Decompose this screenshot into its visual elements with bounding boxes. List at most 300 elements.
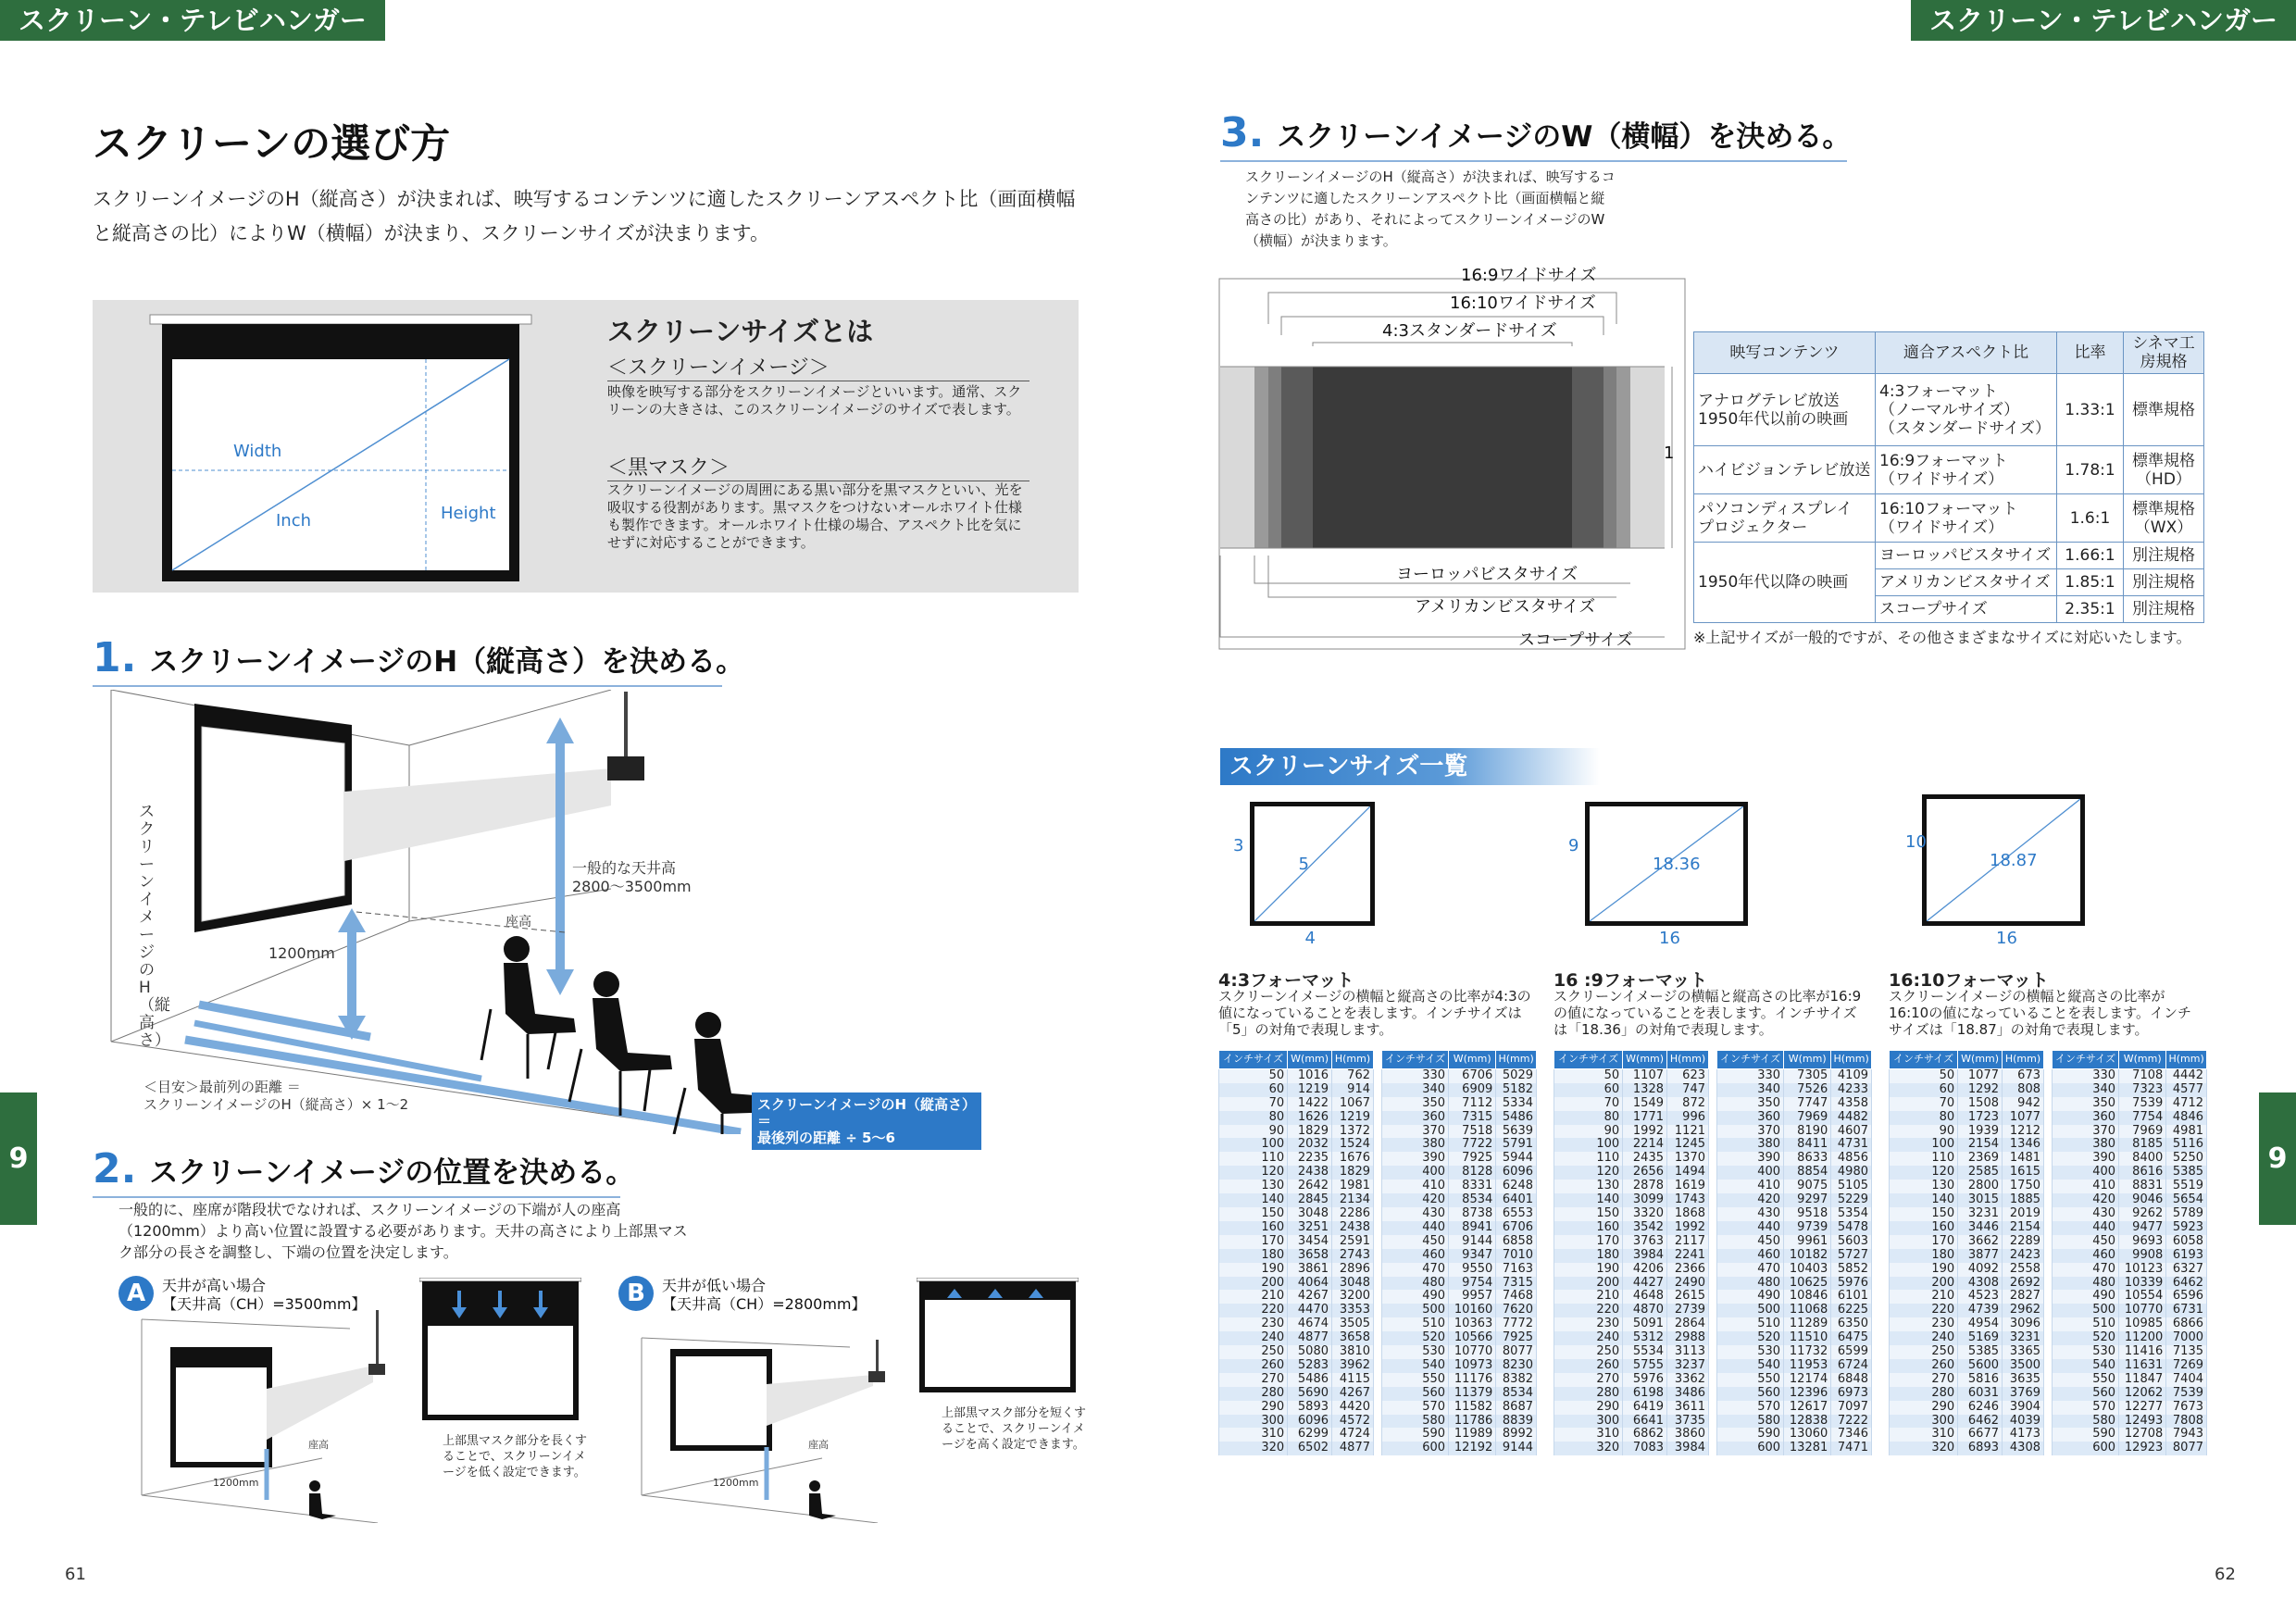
size-cell: 6848 bbox=[1831, 1373, 1872, 1387]
table-row bbox=[2053, 1415, 2207, 1429]
label-american-vista: アメリカンビスタサイズ bbox=[1415, 597, 1596, 617]
size-cell: 11732 bbox=[1784, 1345, 1831, 1359]
size-cell: 3231 bbox=[2003, 1331, 2044, 1345]
size-cell: 9908 bbox=[2119, 1249, 2166, 1263]
table-row bbox=[1554, 1263, 1709, 1277]
aspect-note: ※上記サイズが一般的ですが、その他さまざまなサイズに対応いたします。 bbox=[1693, 629, 2191, 646]
size-cell: 12838 bbox=[1784, 1415, 1831, 1429]
size-cell: 4846 bbox=[2166, 1111, 2207, 1125]
size-cell: 3877 bbox=[1958, 1249, 2003, 1263]
table-row bbox=[1219, 1428, 1374, 1442]
table-row bbox=[1890, 1152, 2044, 1166]
format-diag-label: 18.36 bbox=[1653, 855, 1701, 874]
cell-aspect: ヨーロッパビスタサイズ bbox=[1876, 543, 2057, 569]
size-table-header bbox=[1717, 1051, 1872, 1069]
size-cell: 2289 bbox=[2003, 1235, 2044, 1249]
size-cell: 9144 bbox=[1449, 1235, 1496, 1249]
size-cell: 320 bbox=[1219, 1442, 1288, 1455]
size-cell: 7539 bbox=[2119, 1097, 2166, 1111]
table-row bbox=[1554, 1221, 1709, 1235]
table-row bbox=[1890, 1290, 2044, 1304]
size-cell: 4856 bbox=[1831, 1152, 1872, 1166]
size-cell: 5169 bbox=[1958, 1331, 2003, 1345]
size-cell: 70 bbox=[1554, 1097, 1623, 1111]
size-table bbox=[2052, 1050, 2207, 1455]
size-cell: 1615 bbox=[2003, 1166, 2044, 1180]
table-row bbox=[1717, 1166, 1872, 1180]
size-cell: 6225 bbox=[1831, 1304, 1872, 1317]
size-cell: 8230 bbox=[1496, 1359, 1537, 1373]
format-title: 4:3フォーマット bbox=[1218, 970, 1354, 991]
size-cell: 9550 bbox=[1449, 1263, 1496, 1277]
size-cell: 5923 bbox=[2166, 1221, 2207, 1235]
size-cell: 250 bbox=[1554, 1345, 1623, 1359]
size-cell: 4877 bbox=[1288, 1331, 1332, 1345]
size-cell: 7404 bbox=[2166, 1373, 2207, 1387]
size-table-header bbox=[1219, 1051, 1374, 1069]
size-cell: 540 bbox=[1717, 1359, 1784, 1373]
size-cell: 7305 bbox=[1784, 1068, 1831, 1082]
table-row bbox=[1219, 1221, 1374, 1235]
table-row bbox=[2053, 1373, 2207, 1387]
size-cell: 11847 bbox=[2119, 1373, 2166, 1387]
table-row bbox=[2053, 1166, 2207, 1180]
chapter-tab-right: 9 bbox=[2259, 1092, 2296, 1225]
table-row bbox=[1219, 1263, 1374, 1277]
size-cell: 11510 bbox=[1784, 1331, 1831, 1345]
table-row bbox=[1382, 1428, 1537, 1442]
size-cell: 350 bbox=[1382, 1097, 1449, 1111]
size-cell: 4648 bbox=[1623, 1290, 1667, 1304]
size-cell: 6502 bbox=[1288, 1442, 1332, 1455]
size-cell: 7112 bbox=[1449, 1097, 1496, 1111]
size-cell: 170 bbox=[1219, 1235, 1288, 1249]
table-row bbox=[1382, 1345, 1537, 1359]
size-table bbox=[1381, 1050, 1537, 1455]
size-cell: 3658 bbox=[1288, 1249, 1332, 1263]
cell-ratio: 2.35:1 bbox=[2057, 596, 2124, 623]
size-cell: 210 bbox=[1554, 1290, 1623, 1304]
size-cell: 5816 bbox=[1958, 1373, 2003, 1387]
size-cell: 12708 bbox=[2119, 1428, 2166, 1442]
table-row bbox=[1219, 1401, 1374, 1415]
size-cell: 762 bbox=[1332, 1068, 1374, 1082]
size-cell: 5639 bbox=[1496, 1125, 1537, 1139]
size-cell: 2438 bbox=[1288, 1166, 1332, 1180]
size-cell: 5789 bbox=[2166, 1207, 2207, 1221]
size-cell: 160 bbox=[1890, 1221, 1958, 1235]
table-row bbox=[1554, 1083, 1709, 1097]
size-cell: 3015 bbox=[1958, 1193, 2003, 1207]
section-2-title: スクリーンイメージの位置を決める。 bbox=[149, 1156, 635, 1190]
section-2-heading bbox=[93, 1145, 635, 1198]
size-table-th: インチサイズ bbox=[1717, 1051, 1784, 1069]
case-a-mask-diagram bbox=[419, 1278, 581, 1421]
size-cell: 580 bbox=[1717, 1415, 1784, 1429]
th-spec: シネマ工房規格 bbox=[2124, 332, 2204, 374]
table-row bbox=[1717, 1221, 1872, 1235]
size-cell: 5690 bbox=[1288, 1387, 1332, 1401]
size-box-text2: スクリーンイメージの周囲にある黒い部分を黒マスクといい、光を吸収する役割があります。黒マスクをつけないオールホワイト仕様も製作できます。オールホワイト仕様の場合、アスペクト比を気にせずに対応することができます。 bbox=[607, 481, 1023, 551]
size-cell: 1939 bbox=[1958, 1125, 2003, 1139]
table-row bbox=[2053, 1068, 2207, 1082]
size-cell: 2743 bbox=[1332, 1249, 1374, 1263]
size-cell: 1829 bbox=[1288, 1125, 1332, 1139]
size-cell: 340 bbox=[1717, 1083, 1784, 1097]
table-row bbox=[2053, 1111, 2207, 1125]
size-cell: 4115 bbox=[1332, 1373, 1374, 1387]
cell-ratio: 1.85:1 bbox=[2057, 569, 2124, 596]
size-cell: 7135 bbox=[2166, 1345, 2207, 1359]
table-row bbox=[1382, 1097, 1537, 1111]
size-cell: 270 bbox=[1554, 1373, 1623, 1387]
table-row bbox=[2053, 1317, 2207, 1331]
table-row bbox=[1554, 1359, 1709, 1373]
table-row bbox=[2053, 1207, 2207, 1221]
size-cell: 250 bbox=[1219, 1345, 1288, 1359]
cell-spec: 標準規格 （HD） bbox=[2124, 446, 2204, 494]
size-cell: 3904 bbox=[2003, 1401, 2044, 1415]
size-cell: 5334 bbox=[1496, 1097, 1537, 1111]
table-row bbox=[1890, 1249, 2044, 1263]
table-row bbox=[1694, 543, 2204, 569]
table-row bbox=[2053, 1125, 2207, 1139]
size-cell: 8411 bbox=[1784, 1138, 1831, 1152]
size-cell: 1370 bbox=[1667, 1152, 1709, 1166]
size-cell: 440 bbox=[1717, 1221, 1784, 1235]
size-cell: 170 bbox=[1554, 1235, 1623, 1249]
header-left: スクリーン・テレビハンガー bbox=[0, 0, 385, 41]
table-row bbox=[1890, 1373, 2044, 1387]
size-cell: 310 bbox=[1219, 1428, 1288, 1442]
size-cell: 2154 bbox=[2003, 1221, 2044, 1235]
table-row bbox=[2053, 1221, 2207, 1235]
size-cell: 1868 bbox=[1667, 1207, 1709, 1221]
size-cell: 2117 bbox=[1667, 1235, 1709, 1249]
size-cell: 1067 bbox=[1332, 1097, 1374, 1111]
size-cell: 6096 bbox=[1496, 1166, 1537, 1180]
size-cell: 180 bbox=[1219, 1249, 1288, 1263]
table-row bbox=[1382, 1331, 1537, 1345]
size-cell: 150 bbox=[1890, 1207, 1958, 1221]
size-cell: 460 bbox=[1717, 1249, 1784, 1263]
table-row bbox=[1717, 1345, 1872, 1359]
size-box-sub2: ＜黒マスク＞ bbox=[607, 452, 1029, 481]
guide-text-1: ＜目安＞最前列の距離 ＝ bbox=[144, 1079, 301, 1095]
table-row bbox=[1717, 1415, 1872, 1429]
size-cell: 7108 bbox=[2119, 1068, 2166, 1082]
size-cell: 10403 bbox=[1784, 1263, 1831, 1277]
size-cell: 12617 bbox=[1784, 1401, 1831, 1415]
size-cell: 12396 bbox=[1784, 1387, 1831, 1401]
table-row bbox=[1554, 1207, 1709, 1221]
size-cell: 2019 bbox=[2003, 1207, 2044, 1221]
size-cell: 1016 bbox=[1288, 1068, 1332, 1082]
size-cell: 590 bbox=[2053, 1428, 2119, 1442]
case-b-mask-diagram bbox=[917, 1278, 1079, 1393]
label-one: 1 bbox=[1664, 443, 1675, 463]
size-cell: 10973 bbox=[1449, 1359, 1496, 1373]
size-cell: 220 bbox=[1890, 1304, 1958, 1317]
case-b-seat-label: 座高 bbox=[808, 1439, 829, 1451]
size-cell: 250 bbox=[1890, 1345, 1958, 1359]
size-cell: 290 bbox=[1219, 1401, 1288, 1415]
section-3-text: スクリーンイメージのH（縦高さ）が決まれば、映写するコンテンツに適したスクリーンアスペクト比（画面横幅と縦高さの比）があり、それによってスクリーンイメージのW（横幅）が決まります。 bbox=[1245, 169, 1616, 249]
size-cell: 7471 bbox=[1831, 1442, 1872, 1455]
size-cell: 50 bbox=[1219, 1068, 1288, 1082]
table-row bbox=[2053, 1152, 2207, 1166]
table-row bbox=[1554, 1193, 1709, 1207]
table-row bbox=[1890, 1387, 2044, 1401]
size-cell: 3353 bbox=[1332, 1304, 1374, 1317]
size-cell: 490 bbox=[2053, 1290, 2119, 1304]
size-cell: 1077 bbox=[1958, 1068, 2003, 1082]
size-cell: 310 bbox=[1554, 1428, 1623, 1442]
size-cell: 330 bbox=[2053, 1068, 2119, 1082]
table-row bbox=[1890, 1263, 2044, 1277]
size-cell: 260 bbox=[1554, 1359, 1623, 1373]
size-cell: 7925 bbox=[1496, 1331, 1537, 1345]
table-row bbox=[1382, 1304, 1537, 1317]
size-cell: 4039 bbox=[2003, 1415, 2044, 1429]
size-cell: 1626 bbox=[1288, 1111, 1332, 1125]
size-cell: 350 bbox=[1717, 1097, 1784, 1111]
table-row bbox=[1382, 1263, 1537, 1277]
case-b-line1: 天井が低い場合 bbox=[662, 1277, 767, 1294]
size-cell: 2241 bbox=[1667, 1249, 1709, 1263]
size-cell: 1292 bbox=[1958, 1083, 2003, 1097]
size-cell: 2366 bbox=[1667, 1263, 1709, 1277]
size-cell: 5944 bbox=[1496, 1152, 1537, 1166]
size-cell: 110 bbox=[1890, 1152, 1958, 1166]
table-row bbox=[1890, 1415, 2044, 1429]
table-row bbox=[1717, 1068, 1872, 1082]
size-cell: 5229 bbox=[1831, 1193, 1872, 1207]
callout-box bbox=[752, 1092, 981, 1150]
section-2-text: 一般的に、座席が階段状でなければ、スクリーンイメージの下端が人の座高（1200mm）より高い位置に設置する必要があります。天井の高さにより上部黒マスク部分の長さを調整し、下端の位置を決定します。 bbox=[119, 1201, 688, 1261]
size-cell: 370 bbox=[1717, 1125, 1784, 1139]
size-cell: 2490 bbox=[1667, 1277, 1709, 1291]
size-cell: 7722 bbox=[1449, 1138, 1496, 1152]
size-cell: 5976 bbox=[1831, 1277, 1872, 1291]
size-cell: 570 bbox=[1717, 1401, 1784, 1415]
size-cell: 600 bbox=[2053, 1442, 2119, 1455]
size-cell: 3861 bbox=[1288, 1263, 1332, 1277]
format-h-label: 10 bbox=[1905, 832, 1927, 852]
size-cell: 2235 bbox=[1288, 1152, 1332, 1166]
table-row bbox=[1890, 1428, 2044, 1442]
size-cell: 480 bbox=[1717, 1277, 1784, 1291]
size-cell: 230 bbox=[1890, 1317, 1958, 1331]
size-cell: 280 bbox=[1890, 1387, 1958, 1401]
callout-line-1: スクリーンイメージのH（縦高さ）＝ bbox=[757, 1096, 969, 1130]
size-cell: 50 bbox=[1554, 1068, 1623, 1082]
size-cell: 150 bbox=[1219, 1207, 1288, 1221]
size-cell: 510 bbox=[1717, 1317, 1784, 1331]
size-cell: 130 bbox=[1554, 1180, 1623, 1193]
chapter-tab-left: 9 bbox=[0, 1092, 37, 1225]
size-table-th: H(mm) bbox=[1332, 1051, 1374, 1069]
size-cell: 500 bbox=[1717, 1304, 1784, 1317]
size-cell: 914 bbox=[1332, 1083, 1374, 1097]
cell-content: アナログテレビ放送 1950年代以前の映画 bbox=[1694, 374, 1876, 446]
size-cell: 2369 bbox=[1958, 1152, 2003, 1166]
table-row bbox=[1219, 1138, 1374, 1152]
size-cell: 2988 bbox=[1667, 1331, 1709, 1345]
size-cell: 120 bbox=[1554, 1166, 1623, 1180]
size-cell: 6350 bbox=[1831, 1317, 1872, 1331]
size-cell: 440 bbox=[1382, 1221, 1449, 1235]
size-table-header bbox=[1890, 1051, 2044, 1069]
size-cell: 3962 bbox=[1332, 1359, 1374, 1373]
size-cell: 6866 bbox=[2166, 1317, 2207, 1331]
size-cell: 360 bbox=[2053, 1111, 2119, 1125]
cell-ratio: 1.33:1 bbox=[2057, 374, 2124, 446]
size-cell: 6973 bbox=[1831, 1387, 1872, 1401]
table-row bbox=[1717, 1235, 1872, 1249]
table-row bbox=[1554, 1345, 1709, 1359]
size-cell: 8992 bbox=[1496, 1428, 1537, 1442]
table-row bbox=[1382, 1277, 1537, 1291]
table-row bbox=[1717, 1097, 1872, 1111]
size-cell: 7754 bbox=[2119, 1111, 2166, 1125]
size-cell: 6599 bbox=[1831, 1345, 1872, 1359]
format-w-label: 16 bbox=[1659, 929, 1680, 948]
case-a-dist-label: 1200mm bbox=[213, 1477, 259, 1489]
size-cell: 3099 bbox=[1623, 1193, 1667, 1207]
size-cell: 420 bbox=[1717, 1193, 1784, 1207]
table-row bbox=[1890, 1193, 2044, 1207]
size-cell: 70 bbox=[1219, 1097, 1288, 1111]
size-cell: 5486 bbox=[1496, 1111, 1537, 1125]
size-cell: 140 bbox=[1890, 1193, 1958, 1207]
section-3-title: スクリーンイメージのW（横幅）を決める。 bbox=[1277, 120, 1852, 154]
cell-spec: 別注規格 bbox=[2124, 543, 2204, 569]
size-cell: 330 bbox=[1717, 1068, 1784, 1082]
cell-content: ハイビジョンテレビ放送 bbox=[1694, 446, 1876, 494]
size-cell: 9739 bbox=[1784, 1221, 1831, 1235]
size-cell: 5976 bbox=[1623, 1373, 1667, 1387]
size-cell: 6101 bbox=[1831, 1290, 1872, 1304]
size-cell: 1676 bbox=[1332, 1152, 1374, 1166]
size-cell: 370 bbox=[1382, 1125, 1449, 1139]
inch-label: Inch bbox=[276, 511, 312, 531]
table-row bbox=[1219, 1442, 1374, 1455]
size-cell: 380 bbox=[1717, 1138, 1784, 1152]
size-cell: 1328 bbox=[1623, 1083, 1667, 1097]
table-row bbox=[1219, 1373, 1374, 1387]
table-row bbox=[1890, 1207, 2044, 1221]
size-cell: 7000 bbox=[2166, 1331, 2207, 1345]
size-cell: 520 bbox=[1717, 1331, 1784, 1345]
size-cell: 310 bbox=[1890, 1428, 1958, 1442]
table-row bbox=[1717, 1442, 1872, 1455]
size-cell: 996 bbox=[1667, 1111, 1709, 1125]
size-cell: 370 bbox=[2053, 1125, 2119, 1139]
size-cell: 430 bbox=[1717, 1207, 1784, 1221]
table-row bbox=[1554, 1235, 1709, 1249]
screen-illustration bbox=[148, 313, 537, 585]
size-cell: 170 bbox=[1890, 1235, 1958, 1249]
size-list-title: スクリーンサイズ一覧 bbox=[1220, 748, 1600, 785]
size-cell: 590 bbox=[1382, 1428, 1449, 1442]
cell-aspect: スコープサイズ bbox=[1876, 596, 2057, 623]
size-cell: 80 bbox=[1219, 1111, 1288, 1125]
section-1-heading bbox=[93, 634, 745, 687]
size-cell: 10985 bbox=[2119, 1317, 2166, 1331]
table-row bbox=[1219, 1068, 1374, 1082]
size-table-header bbox=[2053, 1051, 2207, 1069]
table-row bbox=[1219, 1345, 1374, 1359]
section-3-number: 3. bbox=[1220, 109, 1265, 156]
label-4-3: 4:3スタンダードサイズ bbox=[1382, 321, 1557, 341]
table-row bbox=[1219, 1304, 1374, 1317]
table-row bbox=[1694, 374, 2204, 446]
size-cell: 1524 bbox=[1332, 1138, 1374, 1152]
table-row bbox=[2053, 1428, 2207, 1442]
size-cell: 623 bbox=[1667, 1068, 1709, 1082]
size-cell: 4482 bbox=[1831, 1111, 1872, 1125]
size-cell: 6862 bbox=[1623, 1428, 1667, 1442]
table-row bbox=[1554, 1304, 1709, 1317]
size-cell: 10160 bbox=[1449, 1304, 1496, 1317]
size-cell: 580 bbox=[2053, 1415, 2119, 1429]
size-box-text1: 映像を映写する部分をスクリーンイメージといいます。通常、スクリーンの大きさは、このスクリーンイメージのサイズで表します。 bbox=[607, 383, 1022, 418]
size-cell: 4877 bbox=[1332, 1442, 1374, 1455]
table-row bbox=[1382, 1193, 1537, 1207]
size-cell: 340 bbox=[1382, 1083, 1449, 1097]
size-cell: 280 bbox=[1554, 1387, 1623, 1401]
size-cell: 10182 bbox=[1784, 1249, 1831, 1263]
size-cell: 300 bbox=[1219, 1415, 1288, 1429]
size-cell: 100 bbox=[1554, 1138, 1623, 1152]
size-cell: 2896 bbox=[1332, 1263, 1374, 1277]
size-cell: 5519 bbox=[2166, 1180, 2207, 1193]
size-cell: 6246 bbox=[1958, 1401, 2003, 1415]
size-cell: 4233 bbox=[1831, 1083, 1872, 1097]
size-cell: 808 bbox=[2003, 1083, 2044, 1097]
size-cell: 120 bbox=[1890, 1166, 1958, 1180]
size-cell: 500 bbox=[2053, 1304, 2119, 1317]
size-cell: 1771 bbox=[1623, 1111, 1667, 1125]
cell-spec: 標準規格 bbox=[2124, 374, 2204, 446]
table-row bbox=[1717, 1387, 1872, 1401]
size-cell: 3658 bbox=[1332, 1331, 1374, 1345]
size-cell: 1372 bbox=[1332, 1125, 1374, 1139]
size-cell: 120 bbox=[1219, 1166, 1288, 1180]
cell-spec: 別注規格 bbox=[2124, 569, 2204, 596]
size-table bbox=[1554, 1050, 1709, 1455]
size-cell: 140 bbox=[1554, 1193, 1623, 1207]
size-cell: 8534 bbox=[1449, 1193, 1496, 1207]
size-cell: 570 bbox=[2053, 1401, 2119, 1415]
size-cell: 1422 bbox=[1288, 1097, 1332, 1111]
size-cell: 4724 bbox=[1332, 1428, 1374, 1442]
size-cell: 4712 bbox=[2166, 1097, 2207, 1111]
cell-aspect: 16:9フォーマット （ワイドサイズ） bbox=[1876, 446, 2057, 494]
table-row bbox=[1554, 1166, 1709, 1180]
table-row bbox=[1554, 1249, 1709, 1263]
size-cell: 6731 bbox=[2166, 1304, 2207, 1317]
cell-aspect: 4:3フォーマット （ノーマルサイズ） （スタンダードサイズ） bbox=[1876, 374, 2057, 446]
size-cell: 1723 bbox=[1958, 1111, 2003, 1125]
size-cell: 8831 bbox=[2119, 1180, 2166, 1193]
size-cell: 520 bbox=[2053, 1331, 2119, 1345]
case-a-line1: 天井が高い場合 bbox=[162, 1277, 267, 1294]
label-european-vista: ヨーロッパビスタサイズ bbox=[1396, 565, 1578, 584]
table-row bbox=[1554, 1387, 1709, 1401]
size-cell: 6553 bbox=[1496, 1207, 1537, 1221]
